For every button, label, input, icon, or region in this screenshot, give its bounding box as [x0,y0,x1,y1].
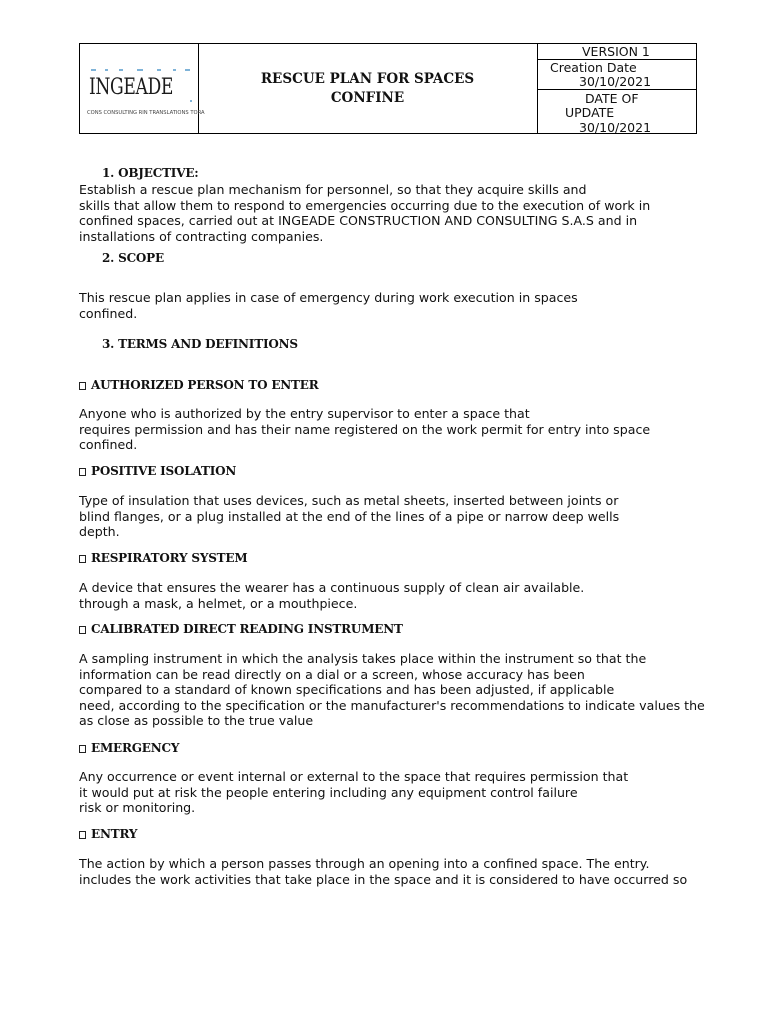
checkbox-bullet-icon [79,626,86,634]
text-line: requires permission and has their name registered on the work permit for entry into space [79,421,651,437]
creation-date-value: 30/10/2021 [579,74,652,89]
text-line: blind flanges, or a plug installed at the end of the lines of a pipe or narrow deep wells [79,508,620,524]
text-line: includes the work activities that take place in the space and it is considered to have occurred so [79,871,688,887]
document-header-table [79,43,697,134]
definition-term [79,378,319,392]
definition-text [79,580,710,611]
definition-term [79,741,179,755]
logo-decoration [190,100,192,102]
text-line: it would put at risk the people entering including any equipment control failure [79,784,578,800]
text-line: information can be read directly on a dial or a screen, whose accuracy has been [79,666,585,682]
text-line: need, according to the specification or the manufacturer's recommendations to indicate values the [79,697,705,713]
objective-paragraph [79,182,710,244]
text-line: skills that allow them to respond to emergencies occurring due to the execution of work in [79,197,651,213]
text-line: confined. [79,437,138,453]
definition-term-label: ENTRY [91,827,138,841]
scope-paragraph [79,290,710,321]
section-heading-terms: 3. TERMS AND DEFINITIONS [102,337,298,351]
definition-text [79,406,710,453]
text-line: installations of contracting companies. [79,228,324,244]
document-title [199,70,536,108]
text-line: risk or monitoring. [79,800,196,816]
title-line: RESCUE PLAN FOR SPACES [260,71,475,87]
update-date-label: UPDATE [565,105,615,120]
text-line: depth. [79,524,120,540]
text-line: Any occurrence or event internal or external to the space that requires permission that [79,769,629,784]
checkbox-bullet-icon [79,555,86,563]
definition-term-label: POSITIVE ISOLATION [91,464,237,478]
text-line: as close as possible to the true value [79,713,314,729]
definition-term [79,464,236,478]
text-line: Type of insulation that uses devices, such as metal sheets, inserted between joints or [79,493,619,508]
definition-text [79,856,710,887]
update-date-value: 30/10/2021 [579,120,652,135]
definition-text [79,493,710,540]
definition-text [79,651,710,729]
logo-wordmark: INGEADE [89,75,173,100]
checkbox-bullet-icon [79,745,86,753]
text-line: A device that ensures the wearer has a continuous supply of clean air available. [79,580,585,595]
section-heading-objective: 1. OBJECTIVE: [102,166,199,180]
section-heading-scope: 2. SCOPE [102,251,164,265]
text-line: A sampling instrument in which the analysis takes place within the instrument so that the [79,651,647,666]
text-line: The action by which a person passes through an opening into a confined space. The entry. [79,856,650,871]
version-label: VERSION 1 [582,44,650,59]
checkbox-bullet-icon [79,831,86,839]
header-divider [537,89,696,90]
definition-term-label: CALIBRATED DIRECT READING INSTRUMENT [91,622,403,636]
definition-term [79,827,137,841]
text-line: through a mask, a helmet, or a mouthpiece. [79,595,358,611]
text-line: Anyone who is authorized by the entry supervisor to enter a space that [79,406,530,421]
text-line: confined. [79,305,138,321]
text-line: This rescue plan applies in case of emergency during work execution in spaces [79,290,578,305]
checkbox-bullet-icon [79,468,86,476]
definition-term-label: EMERGENCY [91,741,180,755]
update-date-label: DATE OF [585,91,639,106]
definition-text [79,769,710,816]
text-line: Establish a rescue plan mechanism for personnel, so that they acquire skills and [79,182,587,197]
definition-term [79,622,403,636]
definition-term-label: RESPIRATORY SYSTEM [91,551,248,565]
text-line: compared to a standard of known specifications and has been adjusted, if applicable [79,682,615,698]
text-line: confined spaces, carried out at INGEADE CONSTRUCTION AND CONSULTING S.A.S and in [79,213,638,229]
creation-date-label: Creation Date [550,60,637,75]
title-line: CONFINE [330,90,405,106]
definition-term-label: AUTHORIZED PERSON TO ENTER [91,378,319,392]
checkbox-bullet-icon [79,382,86,390]
logo-tagline: CONS CONSULTING RIN TRANSLATIONS TORA [87,110,205,116]
definition-term [79,551,247,565]
logo-decoration [91,69,189,72]
